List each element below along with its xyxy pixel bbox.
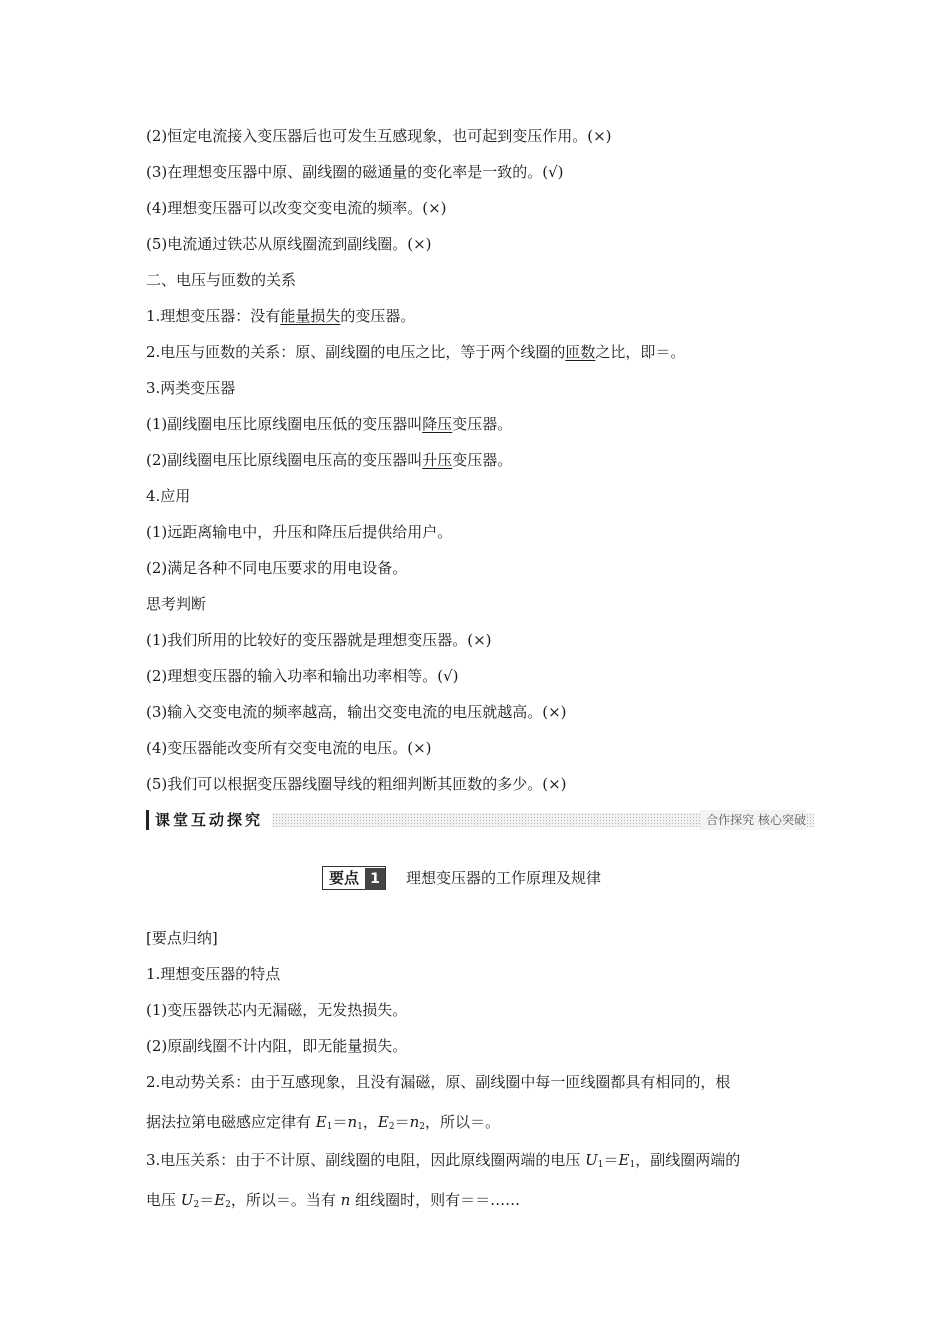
keypoint-number: 1: [365, 868, 385, 890]
text-span: ，副线圈两端的: [635, 1151, 741, 1169]
math-subscript: 1: [326, 1122, 333, 1132]
math-symbol: U: [585, 1151, 598, 1169]
math-symbol: U: [180, 1191, 194, 1209]
math-symbol: n: [409, 1113, 420, 1131]
math-subscript: 2: [419, 1122, 426, 1132]
math-symbol: E: [214, 1191, 226, 1209]
text-span: 据法拉第电磁感应定律有: [146, 1113, 316, 1131]
text-line: (1)我们所用的比较好的变压器就是理想变压器。(×): [146, 631, 492, 649]
text-span: ＝: [332, 1113, 348, 1131]
math-subscript: 2: [225, 1200, 231, 1210]
text-span: ＝: [199, 1191, 215, 1209]
text-line: (2)满足各种不同电压要求的用电设备。: [146, 559, 408, 577]
text-line: (4)变压器能改变所有交变电流的电压。(×): [146, 739, 432, 757]
math-subscript: 1: [357, 1122, 363, 1132]
text-line: [146, 1190, 520, 1210]
text-span: ，所以＝。当有: [230, 1191, 341, 1209]
math-subscript: 2: [388, 1122, 395, 1132]
keypoint-title: 理想变压器的工作原理及规律: [406, 869, 602, 887]
underlined-term: 升压: [422, 451, 453, 469]
text-span: 1.理想变压器：没有: [146, 307, 281, 325]
text-line: 3.两类变压器: [146, 379, 236, 397]
text-line: (1)变压器铁芯内无漏磁，无发热损失。: [146, 1001, 408, 1019]
text-span: 变压器。: [452, 451, 513, 469]
text-span: 电压: [146, 1191, 181, 1209]
text-line: (4)理想变压器可以改变交变电流的频率。(×): [146, 199, 447, 217]
text-line: (2)恒定电流接入变压器后也可发生互感现象，也可起到变压作用。(×): [146, 127, 612, 145]
text-line: [146, 342, 685, 362]
text-line: (3)在理想变压器中原、副线圈的磁通量的变化率是一致的。(√): [146, 163, 564, 181]
text-span: ，所以＝。: [425, 1113, 501, 1131]
text-line: (3)输入交变电流的频率越高，输出交变电流的电压就越高。(×): [146, 703, 567, 721]
text-line: (2)理想变压器的输入功率和输出功率相等。(√): [146, 667, 459, 685]
text-span: 变压器。: [452, 415, 513, 433]
math-symbol: E: [377, 1113, 389, 1131]
text-line: [146, 414, 512, 434]
text-line: 思考判断: [146, 595, 207, 613]
text-line: [146, 1150, 740, 1170]
text-line: (5)电流通过铁芯从原线圈流到副线圈。(×): [146, 235, 432, 253]
text-span: 之比，即＝。: [595, 343, 686, 361]
text-span: (1)副线圈电压比原线圈电压低的变压器叫: [146, 415, 423, 433]
math-symbol: n: [340, 1191, 351, 1209]
text-line: 2.电动势关系：由于互感现象，且没有漏磁，原、副线圈中每一匝线圈都具有相同的，根: [146, 1073, 731, 1091]
math-subscript: 1: [597, 1160, 604, 1170]
text-line: [146, 306, 415, 326]
text-span: 2.电压与匝数的关系：原、副线圈的电压之比，等于两个线圈的: [146, 343, 566, 361]
section-heading: 二、电压与匝数的关系: [146, 271, 297, 289]
text-line: 1.理想变压器的特点: [146, 965, 281, 983]
underlined-term: 匝数: [565, 343, 596, 361]
text-line: [要点归纳]: [146, 929, 218, 947]
text-line: [146, 1112, 500, 1132]
keypoint-header: [322, 866, 601, 890]
text-span: 组线圈时，则有＝＝……: [350, 1191, 521, 1209]
math-subscript: 2: [193, 1200, 200, 1210]
text-line: [146, 450, 512, 470]
text-line: (2)原副线圈不计内阻，即无能量损失。: [146, 1037, 408, 1055]
math-symbol: E: [315, 1113, 327, 1131]
underlined-term: 能量损失: [280, 307, 341, 325]
text-span: ＝: [603, 1151, 619, 1169]
keypoint-label: 要点: [329, 869, 360, 887]
text-line: (5)我们可以根据变压器线圈导线的粗细判断其匝数的多少。(×): [146, 775, 567, 793]
text-span: (2)副线圈电压比原线圈电压高的变压器叫: [146, 451, 423, 469]
underlined-term: 降压: [422, 415, 453, 433]
section-banner: [146, 810, 814, 830]
text-line: 4.应用: [146, 487, 191, 505]
text-line: (1)远距离输电中，升压和降压后提供给用户。: [146, 523, 453, 541]
text-span: ＝: [394, 1113, 410, 1131]
math-symbol: E: [618, 1151, 630, 1169]
text-span: 3.电压关系：由于不计原、副线圈的电阻，因此原线圈两端的电压: [146, 1151, 586, 1169]
math-symbol: n: [347, 1113, 358, 1131]
text-span: 的变压器。: [340, 307, 416, 325]
math-subscript: 1: [629, 1160, 636, 1170]
keypoint-badge: [322, 866, 386, 890]
text-span: ，: [362, 1113, 378, 1131]
banner-title: 课堂互动探究: [146, 810, 269, 830]
banner-subtitle: 合作探究 核心突破: [700, 810, 806, 830]
